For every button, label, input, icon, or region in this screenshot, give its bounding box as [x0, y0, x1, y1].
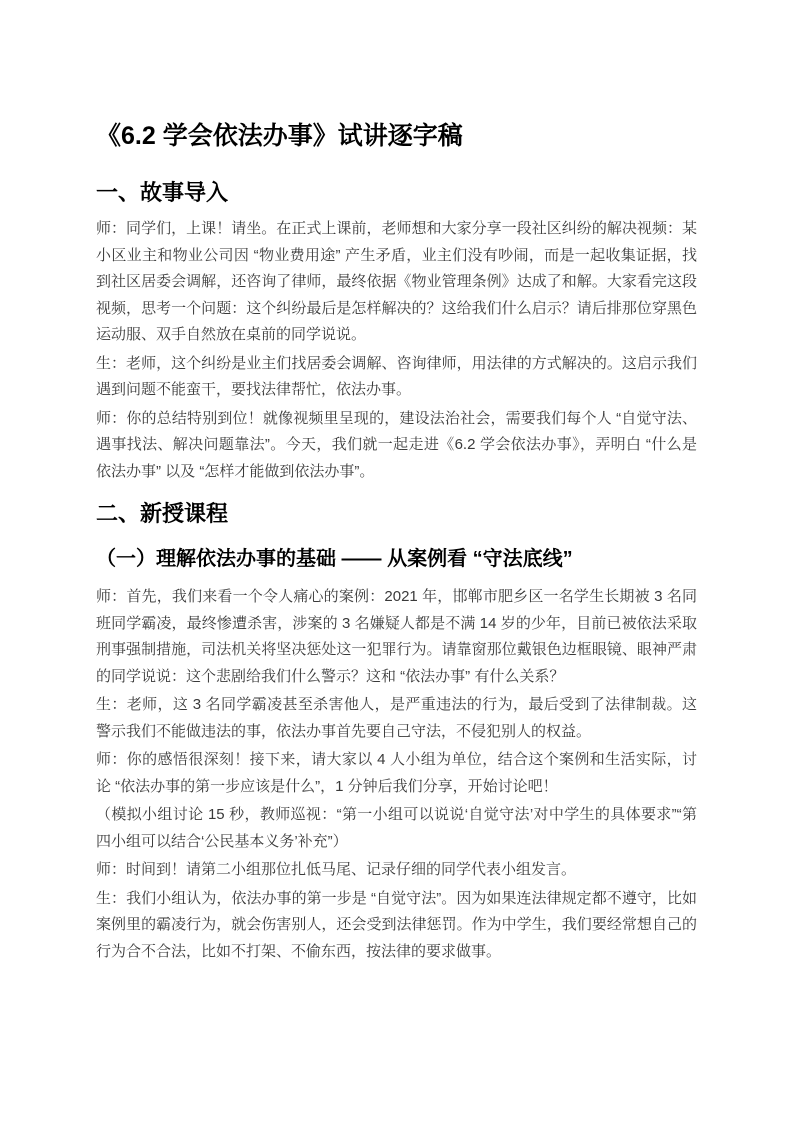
paragraph-student-reply-2: 生：老师，这 3 名同学霸凌甚至杀害他人，是严重违法的行为，最后受到了法律制裁。这警示我们不能做违法的事，依法办事首先要自己守法，不侵犯别人的权益。 [96, 696, 697, 740]
section-2-heading: 二、新授课程 [96, 501, 229, 526]
paragraph-teacher-summary-1: 师：你的总结特别到位！就像视频里呈现的，建设法治社会，需要我们每个人 “自觉守法、遇事找法、解决问题靠法”。今天，我们就一起走进《6.2 学会依法办事》，弄明白 “什么是依法办事” 以及 “怎样才能做到依法办事”。 [96, 409, 697, 480]
document-title: 《6.2 学会依法办事》试讲逐字稿 [96, 122, 463, 150]
paragraph-student-group-answer: 生：我们小组认为，依法办事的第一步是 “自觉守法”。因为如果连法律规定都不遵守，比如案例里的霸凌行为，就会伤害别人，还会受到法律惩罚。作为中学生，我们要经常想自己的行为合不合法，比如不打架、不偷东西，按法律的要求做事。 [96, 889, 697, 960]
paragraph-teacher-discussion-prompt: 师：你的感悟很深刻！接下来，请大家以 4 人小组为单位，结合这个案例和生活实际，讨论 “依法办事的第一步应该是什么”，1 分钟后我们分享，开始讨论吧！ [96, 751, 697, 795]
paragraph-stage-direction: （模拟小组讨论 15 秒，教师巡视：“第一小组可以说说‘自觉守法’对中学生的具体要求”“第四小组可以结合‘公民基本义务’补充”） [96, 806, 697, 850]
paragraph-teacher-intro: 师：同学们，上课！请坐。在正式上课前，老师想和大家分享一段社区纠纷的解决视频：某小区业主和物业公司因 “物业费用途” 产生矛盾，业主们没有吵闹，而是一起收集证据，找到社区居委会调解，还咨询了律师，最终依据《物业管理条例》达成了和解。大家看完这段视频，思考一个问题：这个纠纷最后是怎样解决的？这给我们什么启示？请后排那位穿黑色运动服、双手自然放在桌前的同学说说。 [96, 220, 697, 343]
paragraph-teacher-time-up: 师：时间到！请第二小组那位扎低马尾、记录仔细的同学代表小组发言。 [96, 861, 577, 878]
paragraph-student-reply-1: 生：老师，这个纠纷是业主们找居委会调解、咨询律师，用法律的方式解决的。这启示我们遇到问题不能蛮干，要找法律帮忙，依法办事。 [96, 354, 697, 398]
paragraph-teacher-case: 师：首先，我们来看一个令人痛心的案例：2021 年，邯郸市肥乡区一名学生长期被 3 名同班同学霸凌，最终惨遭杀害，涉案的 3 名嫌疑人都是不满 14 岁的少年，目前已被依法采取刑事强制措施，司法机关将坚决惩处这一犯罪行为。请靠窗那位戴银色边框眼镜、眼神严肃的同学说说：这个悲剧给我们什么警示？这和 “依法办事” 有什么关系？ [96, 588, 697, 685]
subsection-1-heading: （一）理解依法办事的基础 —— 从案例看 “守法底线” [96, 548, 573, 570]
section-1-heading: 一、故事导入 [96, 180, 229, 205]
